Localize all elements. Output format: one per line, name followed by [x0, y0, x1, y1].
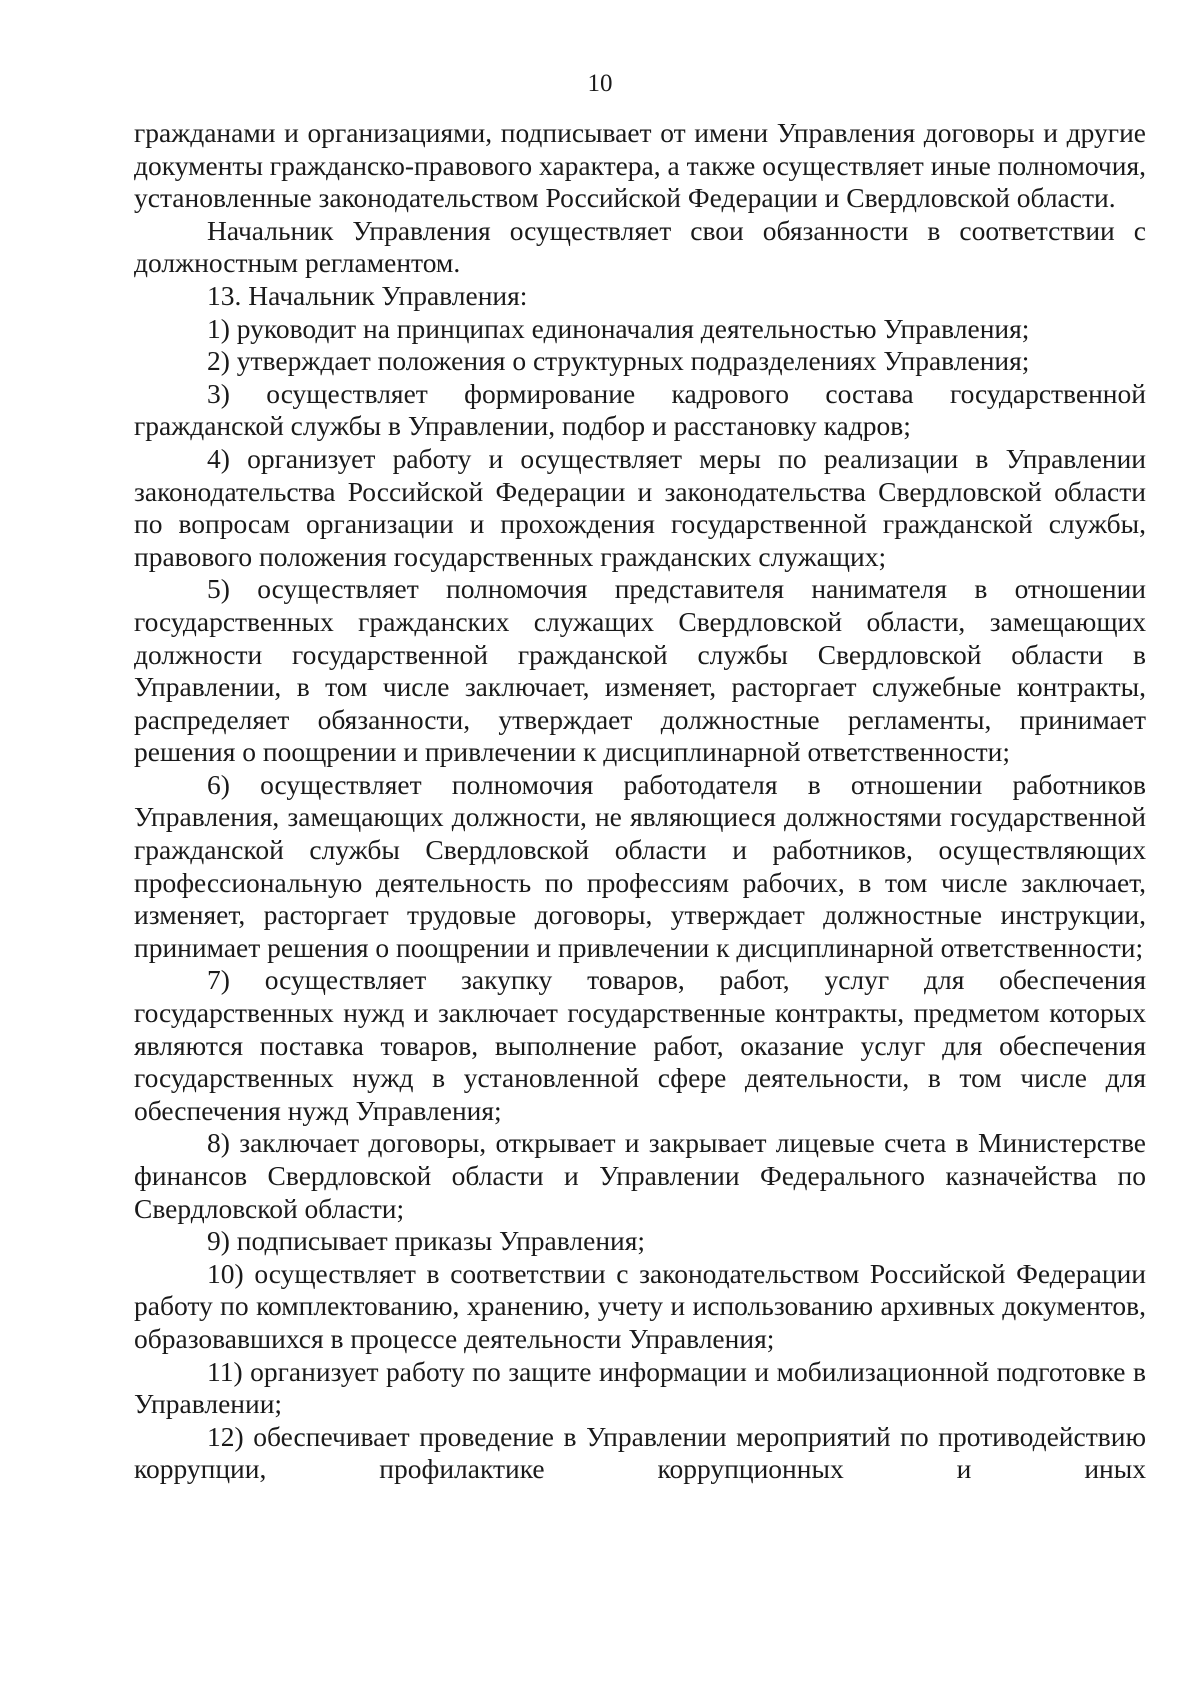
list-item-8: 8) заключает договоры, открывает и закрывает лицевые счета в Министерстве финансов Свердловской области и Управлении Федерального казначейства по Свердловской области;	[134, 1127, 1146, 1224]
page-number: 10	[587, 70, 613, 97]
paragraph-head-duties: Начальник Управления осуществляет свои обязанности в соответствии с должностным регламентом.	[134, 214, 1146, 279]
list-item-5: 5) осуществляет полномочия представителя нанимателя в отношении государственных гражданских служащих Свердловской области, замещающих должности государственной гражданской службы Свердловской области в Управлении, в том числе заключает, изменяет, расторгает служебные контракты, распределяет обязанности, утверждает должностные регламенты, принимает решения о поощрении и привлечении к дисциплинарной ответственности;	[134, 573, 1146, 768]
document-body	[134, 117, 1146, 1486]
clause-13-heading: 13. Начальник Управления:	[207, 279, 528, 311]
list-item-9: 9) подписывает приказы Управления;	[207, 1225, 646, 1257]
list-item-10: 10) осуществляет в соответствии с законодательством Российской Федерации работу по комплектованию, хранению, учету и использованию архивных документов, образовавшихся в процессе деятельности Управления;	[134, 1257, 1146, 1354]
list-item-2: 2) утверждает положения о структурных подразделениях Управления;	[207, 345, 1030, 377]
list-item-4: 4) организует работу и осуществляет меры по реализации в Управлении законодательства Российской Федерации и законодательства Свердловской области по вопросам организации и прохождения государственной гражданской службы, правового положения государственных гражданских служащих;	[134, 442, 1146, 572]
paragraph-continuation: гражданами и организациями, подписывает от имени Управления договоры и другие документы гражданско-правового характера, а также осуществляет иные полномочия, установленные законодательством Российской Федерации и Свердловской области.	[134, 117, 1146, 214]
list-item-12: 12) обеспечивает проведение в Управлении мероприятий по противодействию коррупции, профилактике коррупционных и иных	[134, 1420, 1146, 1485]
list-item-11: 11) организует работу по защите информации и мобилизационной подготовке в Управлении;	[134, 1355, 1146, 1420]
list-item-6: 6) осуществляет полномочия работодателя в отношении работников Управления, замещающих должности, не являющиеся должностями государственной гражданской службы Свердловской области и работников, осуществляющих профессиональную деятельность по профессиям рабочих, в том числе заключает, изменяет, расторгает трудовые договоры, утверждает должностные инструкции, принимает решения о поощрении и привлечении к дисциплинарной ответственности;	[134, 768, 1146, 963]
list-item-3: 3) осуществляет формирование кадрового состава государственной гражданской службы в Управлении, подбор и расстановку кадров;	[134, 377, 1146, 442]
list-item-7: 7) осуществляет закупку товаров, работ, услуг для обеспечения государственных нужд и заключает государственные контракты, предметом которых являются поставка товаров, выполнение работ, оказание услуг для обеспечения государственных нужд в установленной сфере деятельности, в том числе для обеспечения нужд Управления;	[134, 964, 1146, 1126]
list-item-1: 1) руководит на принципах единоначалия деятельностью Управления;	[207, 312, 1030, 344]
